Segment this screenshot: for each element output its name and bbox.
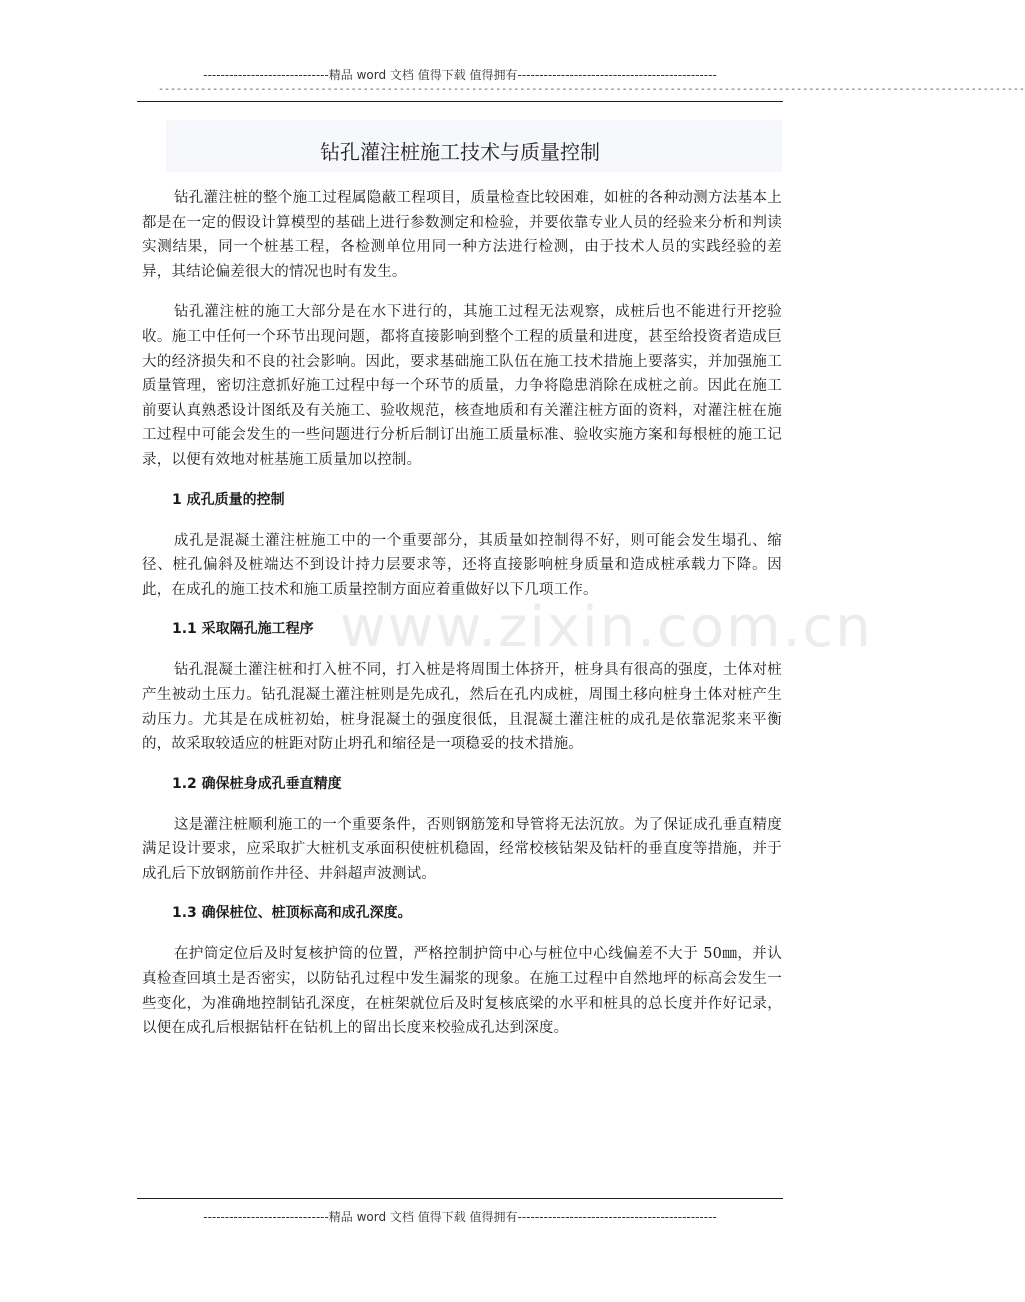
page-footer: -----------------------------精品 word 文档 值得下载 值得拥有----------------------------------------------	[203, 1210, 717, 1224]
section-heading: 1.3 确保桩位、桩顶标高和成孔深度。	[172, 905, 412, 922]
paragraph: 钻孔灌注桩的施工大部分是在水下进行的，其施工过程无法观察，成桩后也不能进行开挖验收。施工中任何一个环节出现问题，都将直接影响到整个工程的质量和进度，甚至给投资者造成巨大的经济损失和不良的社会影响。因此，要求基础施工队伍在施工技术措施上要落实，并加强施工质量管理，密切注意抓好施工过程中每一个环节的质量，力争将隐患消除在成桩之前。因此在施工前要认真熟悉设计图纸及有关施工、验收规范，核查地质和有关灌注桩方面的资料，对灌注桩在施工过程中可能会发生的一些问题进行分析后制订出施工质量标准、验收实施方案和每根桩的施工记录，以便有效地对桩基施工质量加以控制。	[142, 304, 782, 468]
paragraph: 成孔是混凝土灌注桩施工中的一个重要部分，其质量如控制得不好，则可能会发生塌孔、缩径、桩孔偏斜及桩端达不到设计持力层要求等，还将直接影响桩身质量和造成桩承载力下降。因此，在成孔的施工技术和施工质量控制方面应着重做好以下几项工作。	[142, 532, 782, 598]
page-header-line2: ------------------------------------------------------------------------------------------------------------------------------------------------	[158, 84, 1025, 95]
paragraph: 在护筒定位后及时复核护筒的位置，严格控制护筒中心与桩位中心线偏差不大于 50㎜，并认真检查回填土是否密实，以防钻孔过程中发生漏浆的现象。在施工过程中自然地坪的标高会发生一些变化，为准确地控制钻孔深度，在桩架就位后及时复核底梁的水平和桩具的总长度并作好记录，以便在成孔后根据钻杆在钻机上的留出长度来校验成孔达到深度。	[142, 946, 782, 1037]
document-title: 钻孔灌注桩施工技术与质量控制	[320, 140, 600, 164]
paragraph: 这是灌注桩顺利施工的一个重要条件，否则钢筋笼和导管将无法沉放。为了保证成孔垂直精度满足设计要求，应采取扩大桩机支承面积使桩机稳固，经常校核钻架及钻杆的垂直度等措施，并于成孔后下放钢筋前作井径、井斜超声波测试。	[142, 816, 782, 882]
header-rule	[137, 101, 783, 102]
watermark: www.zixin.com.cn	[340, 595, 873, 660]
footer-rule	[137, 1198, 783, 1199]
section-heading: 1.1 采取隔孔施工程序	[172, 621, 314, 638]
document-body	[142, 186, 782, 1057]
paragraph: 钻孔混凝土灌注桩和打入桩不同，打入桩是将周围土体挤开，桩身具有很高的强度，土体对桩产生被动土压力。钻孔混凝土灌注桩则是先成孔，然后在孔内成桩，周围土移向桩身土体对桩产生动压力。尤其是在成桩初始，桩身混凝土的强度很低，且混凝土灌注桩的成孔是依靠泥浆来平衡的，故采取较适应的桩距对防止坍孔和缩径是一项稳妥的技术措施。	[142, 662, 782, 753]
page-header-line1: -----------------------------精品 word 文档 值得下载 值得拥有----------------------------------------------	[203, 68, 717, 82]
section-heading: 1 成孔质量的控制	[172, 491, 285, 508]
section-heading: 1.2 确保桩身成孔垂直精度	[172, 775, 342, 792]
paragraph: 钻孔灌注桩的整个施工过程属隐蔽工程项目，质量检查比较困难，如桩的各种动测方法基本上都是在一定的假设计算模型的基础上进行参数测定和检验，并要依靠专业人员的经验来分析和判读实测结果，同一个桩基工程，各检测单位用同一种方法进行检测，由于技术人员的实践经验的差异，其结论偏差很大的情况也时有发生。	[142, 190, 782, 280]
